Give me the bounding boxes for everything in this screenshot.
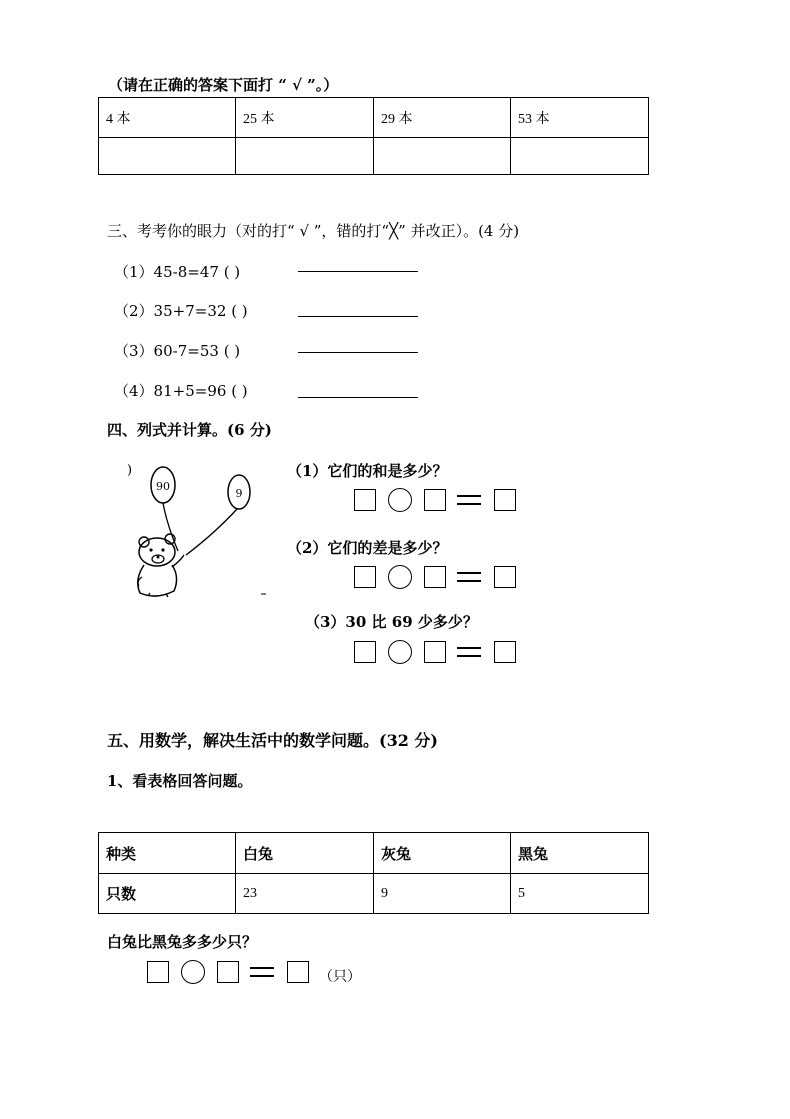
table-cell: 只数 [99,874,236,914]
table-cell: 29 本 [374,98,511,138]
table-cell: 9 [374,874,511,914]
table-cell: 4 本 [99,98,236,138]
item-expression: 45-8=47 [153,263,219,281]
answer-cell[interactable] [99,138,236,175]
answer-box[interactable] [354,641,376,663]
check-item [114,261,240,282]
stray-paren: ) [127,463,133,478]
bear-body [138,565,177,596]
answer-box[interactable] [287,961,309,983]
operator-circle[interactable] [388,488,412,512]
answer-paren[interactable]: ( ) [223,342,241,360]
table-header: 种类 [99,833,236,874]
answer-box[interactable] [424,566,446,588]
rabbit-question: 白兔比黑兔多多少只？ [107,933,258,951]
bear-eye [149,548,152,551]
table-cell: 5 [511,874,649,914]
answer-paren[interactable]: ( ) [223,263,241,281]
bear-balloons-illustration [120,455,270,605]
item-number: （3） [114,342,154,360]
rabbit-table [98,832,649,914]
equation-template [147,961,377,985]
section5-title: 五、用数学，解决生活中的数学问题。(32 分) [107,731,438,750]
answer-box[interactable] [494,566,516,588]
question-2: （2）它们的差是多少？ [287,539,448,557]
answer-cell[interactable] [374,138,511,175]
table-cell: 25 本 [236,98,374,138]
table-cell: 53 本 [511,98,649,138]
item-number: （2） [114,302,154,320]
item-number: （1） [114,263,154,281]
equation-template [354,641,524,665]
operator-circle[interactable] [388,640,412,664]
check-item [114,380,248,401]
answer-box[interactable] [217,961,239,983]
answer-box[interactable] [494,641,516,663]
answer-box[interactable] [354,566,376,588]
balloon-number: 9 [235,487,243,500]
correction-line[interactable] [298,316,418,317]
answer-paren[interactable]: ( ) [231,382,248,400]
bear-head [139,538,175,566]
balloon-number: 90 [156,480,170,493]
item-expression: 60-7=53 [153,342,219,360]
check-item [114,300,248,321]
operator-circle[interactable] [388,565,412,589]
check-item [114,340,240,361]
answer-box[interactable] [147,961,169,983]
answer-box[interactable] [424,489,446,511]
item-expression: 81+5=96 [153,382,227,400]
bear-eye [161,548,164,551]
equation-template [354,566,524,590]
table-header: 黑兔 [511,833,649,874]
correction-line[interactable] [298,352,418,353]
correction-line[interactable] [298,271,418,272]
section4-title: 四、列式并计算。(6 分) [107,421,272,439]
instruction-note: （请在正确的答案下面打 “ √ ”。） [108,76,339,94]
equation-template [354,489,524,513]
section5-question-title: 1、看表格回答问题。 [107,772,253,790]
table-cell: 23 [236,874,374,914]
correction-line[interactable] [298,397,418,398]
answer-box[interactable] [424,641,446,663]
table-header: 灰兔 [374,833,511,874]
section3-title: 三、考考你的眼力（对的打“ √ ”，错的打“╳” 并改正）。(4 分) [107,222,520,240]
question-1: （1）它们的和是多少？ [287,462,448,480]
answer-box[interactable] [354,489,376,511]
operator-circle[interactable] [181,960,205,984]
item-number: （4） [114,382,154,400]
balloon-string [186,509,237,555]
books-answer-table [98,97,649,175]
answer-box[interactable] [494,489,516,511]
answer-paren[interactable]: ( ) [231,302,248,320]
answer-cell[interactable] [511,138,649,175]
question-3: （3）30 比 69 少多少？ [305,613,478,631]
table-header: 白兔 [236,833,374,874]
unit-label: （只） [319,969,361,985]
item-expression: 35+7=32 [153,302,227,320]
bear-nose [157,556,160,559]
answer-cell[interactable] [236,138,374,175]
